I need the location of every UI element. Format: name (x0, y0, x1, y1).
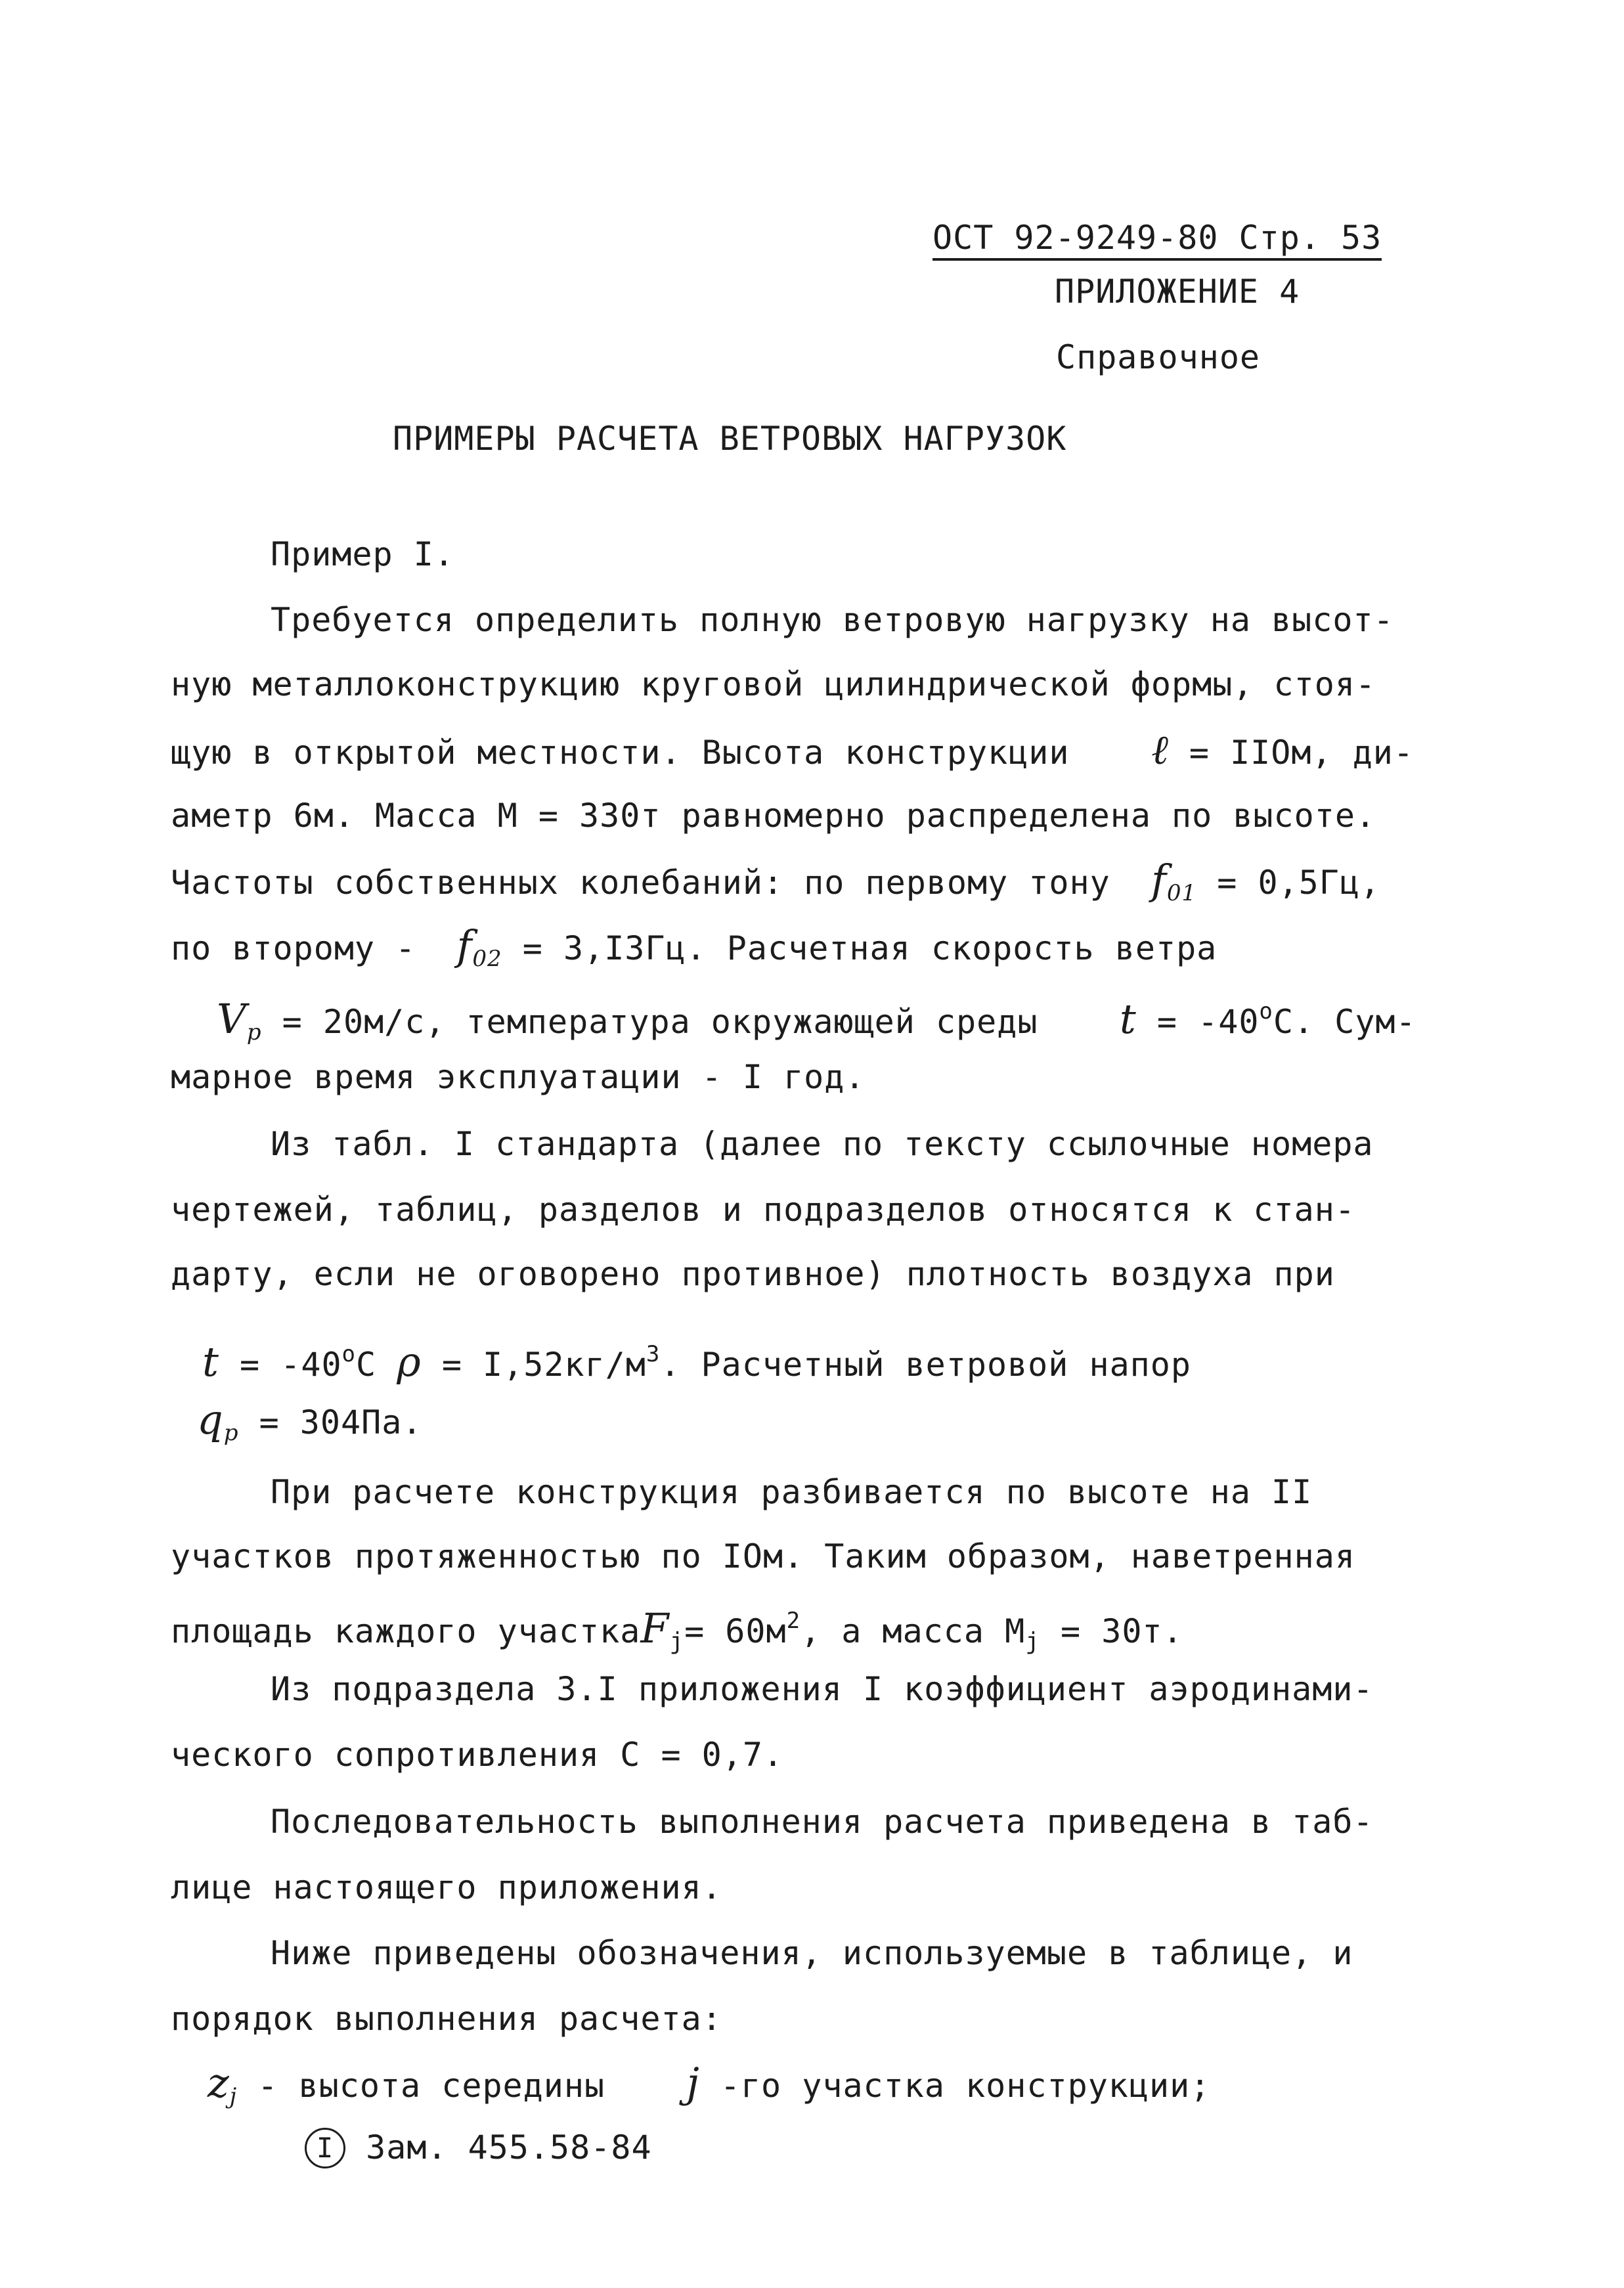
p1-line-6: по второму - $f_{02} = 3,I3Гц$. Расчетная скорость ветра (171, 921, 1218, 972)
p5-line-1: Последовательность выполнения расчета приведена в таб- (271, 1803, 1374, 1841)
symbol-l: ℓ (1151, 726, 1169, 774)
p1-line-7: $V_p = 20м/с$, температура окружающей среды $t = -40^oС$. Сум- (217, 995, 1416, 1045)
symbol-f: f (456, 921, 473, 969)
symbol-rho: ρ (397, 1338, 422, 1386)
change-marker: I (305, 2128, 345, 2168)
symbol-f-area: F (640, 1604, 670, 1652)
p1-line-5: Частоты собственных колебаний: по первому тону $f_{01} = 0,5Гц$, (171, 856, 1381, 906)
page-title: ПРИМЕРЫ РАСЧЕТА ВЕТРОВЫХ НАГРУЗОК (393, 420, 1067, 458)
p2-line-5: $q_p = 304Па$. (197, 1396, 423, 1446)
symbol-f: f (1151, 856, 1167, 904)
p3-line-3: площадь каждого участкаF$_j$= $60м^2$, а масса $М_j = 30т$. (171, 1604, 1183, 1655)
p2-line-2: чертежей, таблиц, разделов и подразделов относятся к стан- (171, 1191, 1355, 1229)
p6-line-2: порядок выполнения расчета: (171, 2000, 722, 2038)
p1-line-4: аметр 6м. Масса М = 330т равномерно распределена по высоте. (171, 797, 1376, 835)
p1-line-3: щую в открытой местности. Высота конструкции ℓ = IIОм, ди- (171, 726, 1415, 774)
p1-line-2: ную металлоконструкцию круговой цилиндрической формы, стоя- (171, 665, 1376, 703)
p5-line-2: лице настоящего приложения. (171, 1868, 722, 1906)
symbol-q: q (197, 1396, 224, 1443)
p3-line-1: При расчете конструкция разбивается по высоте на II (271, 1473, 1313, 1511)
p1-line-8: марное время эксплуатации - I год. (171, 1058, 866, 1096)
p3-line-2: участков протяженностью по IОм. Таким образом, наветренная (171, 1537, 1355, 1575)
p4-line-2: ческого сопротивления С = 0,7. (171, 1736, 784, 1774)
p6-line-1: Ниже приведены обозначения, используемые в таблице, и (271, 1934, 1353, 1972)
symbol-v: V (217, 995, 247, 1043)
header-doc-ref: ОСТ 92-9249-80 Стр. 53 (933, 217, 1382, 259)
example-heading: Пример I. (271, 535, 454, 573)
symbol-t: t (1119, 995, 1137, 1043)
symbol-t: t (202, 1338, 219, 1386)
header-status: Справочное (1056, 338, 1261, 376)
p2-line-4: $t = -40^oС$ $\rho = I,52кг/м^3$. Расчетный ветровой напор (202, 1338, 1191, 1386)
header-appendix: ПРИЛОЖЕНИЕ 4 (1055, 273, 1300, 311)
p4-line-1: Из подраздела 3.I приложения I коэффициент аэродинами- (271, 1670, 1374, 1708)
p2-line-3: дарту, если не оговорено противное) плотность воздуха при (171, 1255, 1335, 1293)
p2-line-1: Из табл. I стандарта (далее по тексту ссылочные номера (271, 1125, 1374, 1163)
change-note: I Зам. 455.58-84 (305, 2126, 652, 2168)
definition-zj: $z_j$ - высота середины j -го участка конструкции; (208, 2059, 1211, 2109)
symbol-z: z (208, 2059, 230, 2107)
symbol-j: j (686, 2059, 700, 2107)
p1-line-1: Требуется определить полную ветровую нагрузку на высот- (271, 601, 1394, 639)
